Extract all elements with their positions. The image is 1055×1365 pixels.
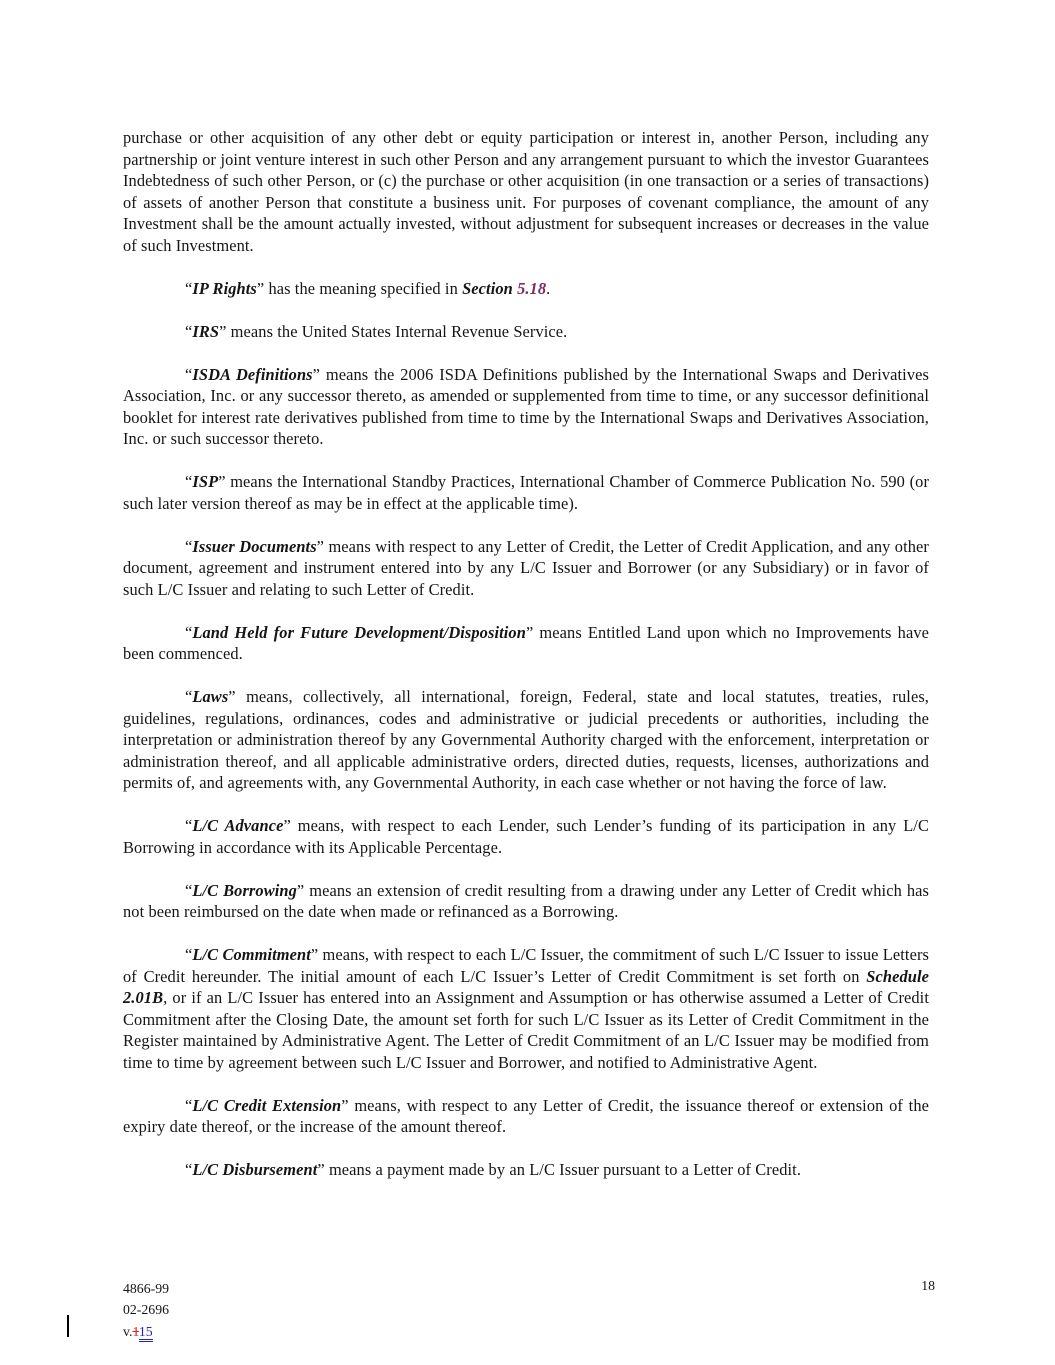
open-quote: “ — [185, 1095, 193, 1115]
defined-term-lc-borrowing: L/C Borrowing — [192, 880, 297, 900]
version-prefix: v. — [123, 1323, 133, 1339]
body-text: ” means Entitled Land upon which no Improvements have been commenced. — [123, 622, 929, 663]
defined-term-issuer-documents: Issuer Documents — [192, 536, 317, 556]
open-quote: “ — [185, 945, 193, 964]
schedule-reference: Schedule 2.01B — [123, 966, 929, 1007]
body-text: ” means, collectively, all international, foreign, Federal, state and local statutes, treaties, rules, guidelines, regulations, ordinances, codes and administrative or judicial precedents or authorities, including the interpretation or administration thereof by any Governmental Authority charged with the enforcement, interpretation or administration thereof, and all applicable administrative orders, directed duties, requests, licenses, authorizations and permits of, and agreements with, any Governmental Authority, in each case whether or not having the force of law. — [123, 687, 929, 792]
open-quote: “ — [185, 687, 193, 706]
version-line — [123, 1321, 169, 1342]
section-reference-link[interactable]: 5.18 — [517, 278, 547, 298]
definition-lc-commitment — [123, 944, 929, 1073]
body-text: ” means, with respect to any Letter of Credit, the issuance thereof or extension of the expiry date thereof, or the increase of the amount thereof. — [123, 1095, 929, 1136]
defined-term-ip-rights: IP Rights — [192, 278, 257, 298]
paragraph-investment-continuation — [123, 127, 929, 256]
body-text: ” means an extension of credit resulting from a drawing under any Letter of Credit which has not been reimbursed on the date when made or refinanced as a Borrowing. — [123, 880, 929, 921]
defined-term-lc-advance: L/C Advance — [192, 816, 284, 835]
open-quote: “ — [185, 321, 193, 341]
body-text: . — [546, 278, 551, 298]
definition-ip-rights — [123, 278, 929, 300]
definition-laws — [123, 686, 929, 794]
open-quote: “ — [185, 536, 193, 556]
definition-land-held — [123, 622, 929, 665]
definition-isp — [123, 471, 929, 514]
doc-number-line-1: 4866-99 — [123, 1281, 169, 1296]
open-quote: “ — [185, 364, 193, 384]
definition-isda-definitions — [123, 364, 929, 450]
open-quote: “ — [185, 1160, 193, 1179]
definition-irs — [123, 321, 929, 343]
body-text: ” means the 2006 ISDA Definitions published by the International Swaps and Derivatives Association, Inc. or any successor thereto, as amended or supplemented from time to time, or any successor definitional booklet for interest rate derivatives published from time to time by the International Swaps and Derivatives Association, Inc. or such successor thereto. — [123, 364, 929, 448]
defined-term-land-held: Land Held for Future Development/Disposition — [192, 622, 526, 642]
definition-lc-borrowing — [123, 880, 929, 923]
body-text: ” means, with respect to each L/C Issuer, the commitment of such L/C Issuer to issue Letters of Credit hereunder. The initial amount of each L/C Issuer’s Letter of Credit Commitment is set forth on — [123, 945, 929, 986]
section-reference-label: Section — [462, 278, 518, 298]
body-text: , or if an L/C Issuer has entered into an Assignment and Assumption or has otherwise assumed a Letter of Credit Commitment after the Closing Date, the amount set forth for such L/C Issuer as its Letter of Credit Commitment in the Register maintained by Administrative Agent. The Letter of Credit Commitment of an L/C Issuer may be modified from time to time by agreement between such L/C Issuer and Borrower, and notified to Administrative Agent. — [123, 988, 929, 1072]
defined-term-isda-definitions: ISDA Definitions — [192, 364, 313, 384]
body-text: ” means, with respect to each Lender, such Lender’s funding of its participation in any L/C Borrowing in accordance with its Applicable Percentage. — [123, 816, 929, 857]
definition-lc-credit-extension — [123, 1095, 929, 1138]
defined-term-lc-disbursement: L/C Disbursement — [192, 1160, 318, 1179]
body-text: ” means a payment made by an L/C Issuer pursuant to a Letter of Credit. — [317, 1160, 802, 1179]
defined-term-lc-credit-extension: L/C Credit Extension — [192, 1095, 342, 1115]
open-quote: “ — [185, 816, 193, 835]
definition-lc-advance — [123, 815, 929, 858]
open-quote: “ — [185, 472, 193, 491]
definition-lc-disbursement — [123, 1159, 929, 1181]
document-body — [123, 127, 929, 1181]
revision-change-bar — [67, 1315, 69, 1337]
open-quote: “ — [185, 622, 193, 642]
defined-term-isp: ISP — [192, 472, 219, 491]
defined-term-irs: IRS — [192, 321, 220, 341]
defined-term-laws: Laws — [192, 687, 229, 706]
doc-number-line-2: 02-2696 — [123, 1302, 169, 1318]
version-deleted-text: 1 — [132, 1323, 139, 1339]
body-text: purchase or other acquisition of any other debt or equity participation or interest in, another Person, including any partnership or joint venture interest in such other Person and any arrangement pursuant to which the investor Guarantees Indebtedness of such other Person, or (c) the purchase or other acquisition (in one transaction or a series of transactions) of assets of another Person that constitute a business unit. For purposes of covenant compliance, the amount of any Investment shall be the amount actually invested, without adjustment for subsequent increases or decreases in the value of such Investment. — [123, 128, 929, 255]
page-number: 18 — [921, 1278, 935, 1293]
body-text: ” has the meaning specified in — [256, 278, 463, 298]
body-text: ” means the International Standby Practices, International Chamber of Commerce Publication No. 590 (or such later version thereof as may be in effect at the applicable time). — [123, 472, 929, 513]
defined-term-lc-commitment: L/C Commitment — [192, 945, 311, 964]
open-quote: “ — [185, 278, 193, 298]
body-text: ” means the United States Internal Revenue Service. — [219, 321, 568, 341]
open-quote: “ — [185, 880, 193, 900]
definition-issuer-documents — [123, 536, 929, 601]
version-inserted-text: 15 — [139, 1324, 153, 1342]
body-text: ” means with respect to any Letter of Credit, the Letter of Credit Application, and any other document, agreement and instrument entered into by any L/C Issuer and Borrower (or any Subsidiary) or in favor of such L/C Issuer and relating to such Letter of Credit. — [123, 536, 929, 599]
